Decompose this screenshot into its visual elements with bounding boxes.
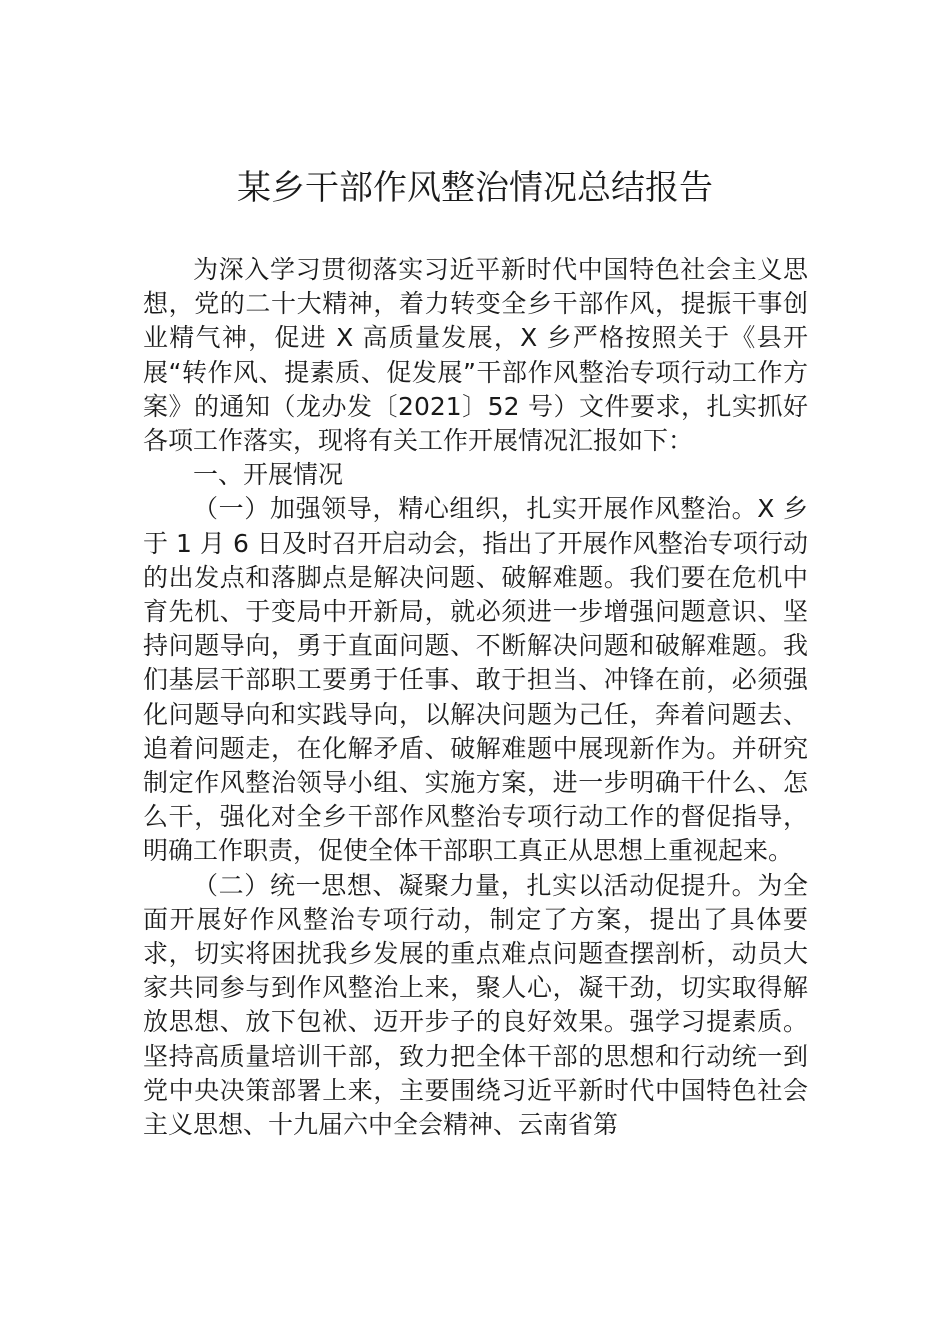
paragraph-leadership: （一）加强领导，精心组织，扎实开展作风整治。X 乡于 1 月 6 日及时召开启动会，指出了开展作风整治专项行动的出发点和落脚点是解决问题、破解难题。我们要在危机中育先机、于变局中开新局，就必须进一步增强问题意识、坚持问题导向，勇于直面问题、不断解决问题和破解难题。我们基层干部职工要勇于任事、敢于担当、冲锋在前，必须强化问题导向和实践导向，以解决问题为己任，奔着问题去、追着问题走，在化解矛盾、破解难题中展现新作为。并研究制定作风整治领导小组、实施方案，进一步明确干什么、怎么干，强化对全乡干部作风整治专项行动工作的督促指导，明确工作职责，促使全体干部职工真正从思想上重视起来。 <box>143 494 808 866</box>
intro-paragraph: 为深入学习贯彻落实习近平新时代中国特色社会主义思想，党的二十大精神，着力转变全乡干部作风，提振干事创业精气神，促进 X 高质量发展，X 乡严格按照关于《县开展“转作风、提素质、促发展”干部作风整治专项行动工作方案》的通知（龙办发〔2021〕52 号）文件要求，扎实抓好各项工作落实，现将有关工作开展情况汇报如下： <box>143 255 808 456</box>
document-title: 某乡干部作风整治情况总结报告 <box>237 168 713 208</box>
paragraph-unify-thinking: （二）统一思想、凝聚力量，扎实以活动促提升。为全面开展好作风整治专项行动，制定了方案，提出了具体要求，切实将困扰我乡发展的重点难点问题查摆剖析，动员大家共同参与到作风整治上来，聚人心，凝干劲，切实取得解放思想、放下包袱、迈开步子的良好效果。强学习提素质。坚持高质量培训干部，致力把全体干部的思想和行动统一到党中央决策部署上来，主要围绕习近平新时代中国特色社会主义思想、十九届六中全会精神、云南省第 <box>143 870 808 1140</box>
document-body <box>143 253 808 1142</box>
section-heading-status: 一、开展情况 <box>193 460 344 490</box>
